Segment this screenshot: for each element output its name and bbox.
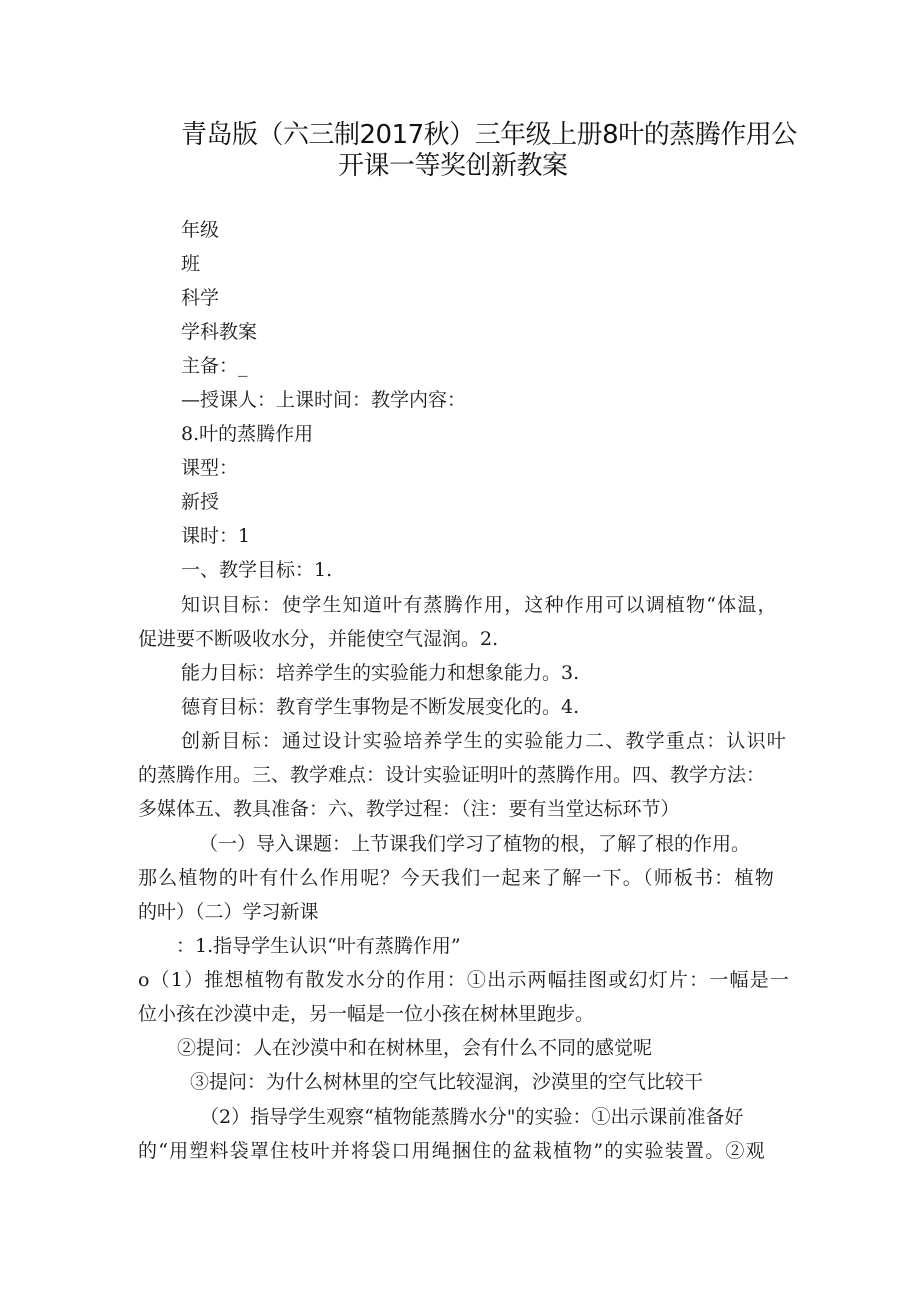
class-hours: 课时：1: [181, 525, 251, 547]
grade-label: 年级: [181, 219, 220, 241]
paragraph-line: 创新目标：通过设计实验培养学生的实验能力二、教学重点：认识叶: [181, 730, 788, 752]
section-teaching-goals: 一、教学目标：1.: [181, 559, 333, 581]
paragraph-line: 多媒体五、教具准备：六、教学过程：（注：要有当堂达标环节）: [138, 798, 680, 820]
paragraph-line: 的蒸腾作用。三、教学难点：设计实验证明叶的蒸腾作用。四、教学方法：: [138, 764, 766, 786]
paragraph-line: o（1）推想植物有散发水分的作用：①出示两幅挂图或幻灯片：一幅是一: [138, 969, 791, 991]
paragraph-line: 能力目标：培养学生的实验能力和想象能力。3.: [181, 662, 580, 684]
paragraph-line: 促进要不断吸收水分，并能使空气湿润。2.: [138, 628, 499, 650]
subject-label: 科学: [181, 287, 220, 309]
paragraph-line: 知识目标：使学生知道叶有蒸腾作用，这种作用可以调植物“体温，: [181, 594, 778, 616]
class-label: 班: [181, 253, 201, 275]
paragraph-line: 的叶）（二）学习新课: [138, 901, 319, 923]
paragraph-line: （一）导入课题：上节课我们学习了植物的根，了解了根的作用。: [199, 833, 751, 855]
preparer-label: 主备：_: [181, 355, 248, 377]
paragraph-line: 那么植物的叶有什么作用呢？今天我们一起来了解一下。（师板书：植物: [138, 867, 775, 889]
paragraph-line: 的“用塑料袋罩住枝叶并将袋口用绳捆住的盆栽植物”的实验装置。②观: [138, 1140, 766, 1162]
paragraph-line: 德育目标：教育学生事物是不断发展变化的。4.: [181, 696, 580, 718]
paragraph-line: ：1.指导学生认识“叶有蒸腾作用”: [176, 935, 461, 957]
lesson-plan-label: 学科教案: [181, 321, 258, 343]
paragraph-line: （2）指导学生观察“植物能蒸腾水分"的实验：①出示课前准备好: [200, 1106, 744, 1128]
lesson-type-label: 课型：: [181, 457, 239, 479]
paragraph-line: ③提问：为什么树林里的空气比较湿润，沙漠里的空气比较干: [190, 1071, 704, 1093]
paragraph-line: 位小孩在沙漠中走，另一幅是一位小孩在树林里跑步。: [138, 1003, 595, 1025]
lesson-topic: 8.叶的蒸腾作用: [181, 423, 314, 445]
teacher-time-content-label: —授课人：上课时间：教学内容：: [181, 389, 467, 411]
document-title-line-2: 开课一等奖创新教案: [338, 151, 568, 181]
lesson-type-value: 新授: [181, 491, 220, 513]
document-title-line-1: 青岛版（六三制2017秋）三年级上册8叶的蒸腾作用公: [181, 120, 797, 150]
paragraph-line: ②提问：人在沙漠中和在树林里，会有什么不同的感觉呢: [177, 1037, 653, 1059]
